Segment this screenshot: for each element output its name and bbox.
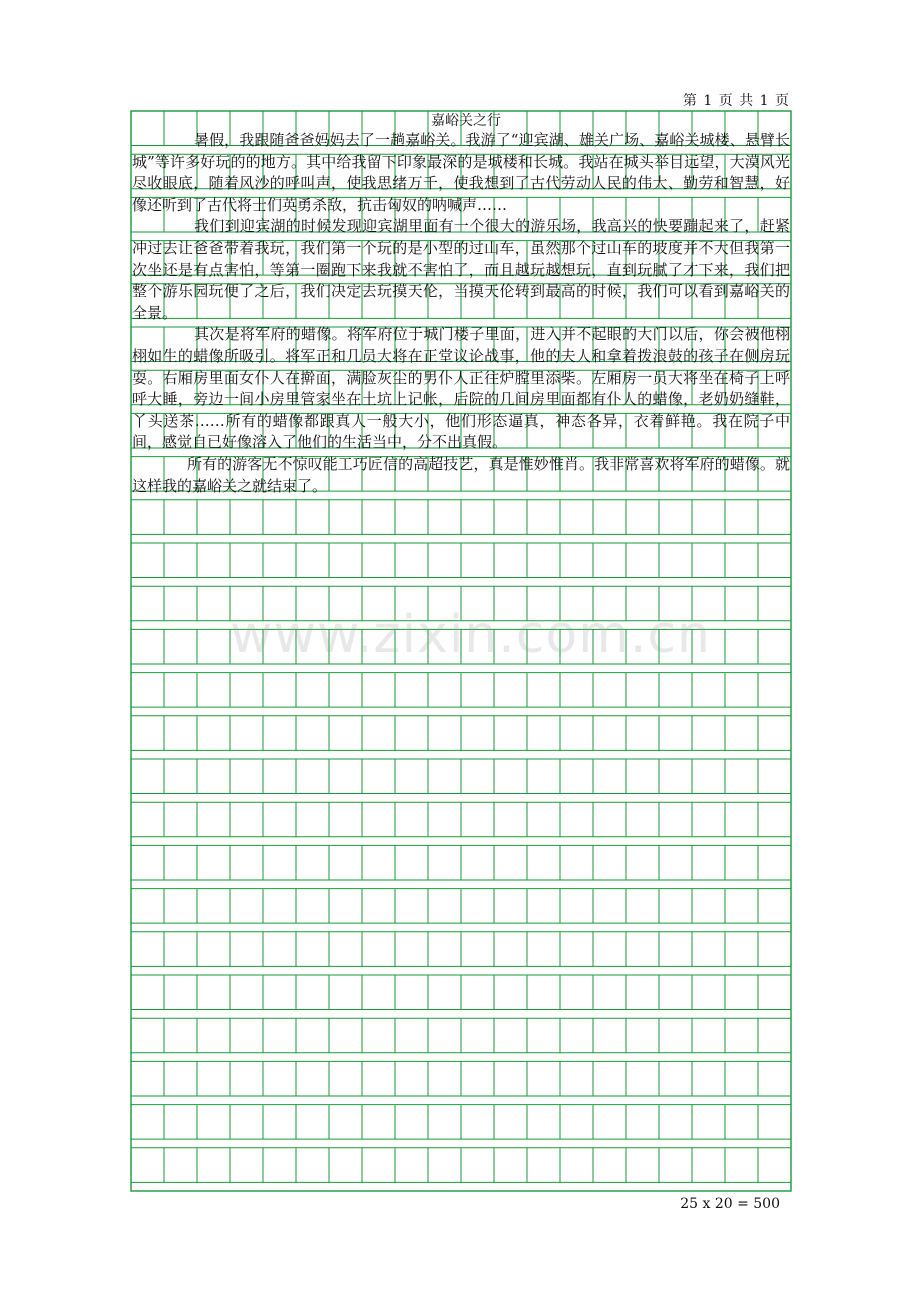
watermark: www.zixin.com.cn (230, 605, 711, 665)
essay-paragraph-2: 我们到迎宾湖的时候发现迎宾湖里面有一个很大的游乐场，我高兴的快要蹦起来了，赶紧冲过去让爸爸带着我玩，我们第一个玩的是小型的过山车，虽然那个过山车的坡度并不大但我第一次坐还是有点害怕，等第一圈跑下来我就不害怕了，而且越玩越想玩，直到玩腻了才下来，我们把整个游乐园玩便了之后，我们决定去玩摸天伦，当摸天伦转到最高的时候，我们可以看到嘉峪关的全景。 (132, 217, 790, 322)
essay-paragraph-4: 所有的游客无不惊叹能工巧匠信的高超技艺，真是惟妙惟肖。我非常喜欢将军府的蜡像。就这样我的嘉峪关之就结束了。 (132, 454, 790, 495)
page-indicator: 第 1 页 共 1 页 (682, 93, 790, 109)
essay-body (132, 112, 790, 497)
essay-title: 嘉峪关之行 (431, 113, 501, 129)
essay-paragraph-3: 其次是将军府的蜡像。将军府位于城门楼子里面，进入并不起眼的大门以后，你会被他栩栩如生的蜡像所吸引。将军正和几员大将在正堂议论战事，他的夫人和拿着拨浪鼓的孩子在侧房玩耍。右厢房里面女仆人在擀面，满脸灰尘的男仆人正往炉膛里添柴。左厢房一员大将坐在椅子上呼呼大睡，旁边一间小房里管家坐在土坑上记帐，后院的几间房里面都有仆人的蜡像，老奶奶缝鞋，丫头送茶……所有的蜡像都跟真人一般大小，他们形态逼真，神态各异，衣着鲜艳。我在院子中间，感觉自已好像溶入了他们的生活当中，分不出真假。 (132, 325, 790, 452)
grid-count-footer: 25 x 20 = 500 (680, 1196, 780, 1212)
essay-paragraph-1: 暑假，我跟随爸爸妈妈去了一趟嘉峪关。我游了“迎宾湖、雄关广场、嘉峪关城楼、悬臂长城”等许多好玩的的地方。其中给我留下印象最深的是城楼和长城。我站在城头举目远望，大漠风光尽收眼底，随着风沙的呼叫声，使我思绪万千，使我想到了古代劳动人民的伟大、勤劳和智慧，好像还听到了古代将士们英勇杀敌，抗击匈奴的呐喊声…… (132, 131, 790, 214)
